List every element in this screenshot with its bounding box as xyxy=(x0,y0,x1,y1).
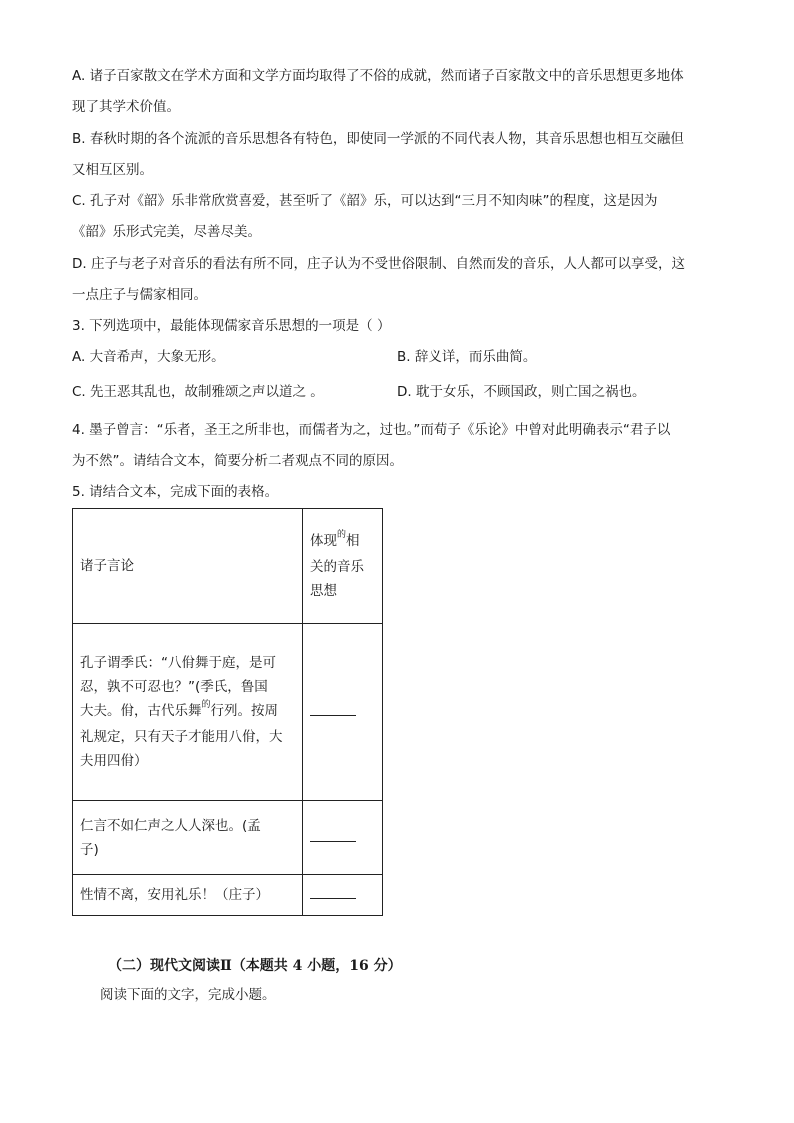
quote-line: 孔子谓季氏：“八佾舞于庭，是可 xyxy=(80,655,276,671)
option-b-line1: B. 春秋时期的各个流派的音乐思想各有特色，即使同一学派的不同代表人物，其音乐思想也相互交融但 xyxy=(72,131,684,147)
quote-line: 忍，孰不可忍也？”(季氏，鲁国 xyxy=(80,679,268,695)
question-5-table xyxy=(72,508,383,916)
answer-cell[interactable] xyxy=(303,801,383,875)
quote-line: 仁言不如仁声之人人深也。(孟 xyxy=(80,817,261,834)
quote-line: 大夫。佾，古代乐舞$^的$行列。按周 xyxy=(80,700,279,719)
section-heading: （二）现代文阅读Ⅱ（本题共 4 小题，16 分） xyxy=(108,958,402,974)
table-row xyxy=(73,801,383,875)
quote-line: 夫用四佾） xyxy=(80,753,148,769)
option-a-line2: 现了其学术价值。 xyxy=(72,99,180,115)
option-c-line2: 《韶》乐形式完美，尽善尽美。 xyxy=(72,224,261,240)
question-3-option-b: B. 辞义详，而乐曲简。 xyxy=(397,349,537,365)
question-5-stem: 5. 请结合文本，完成下面的表格。 xyxy=(72,484,279,500)
question-4-line1: 4. 墨子曾言：“乐者，圣王之所非也，而儒者为之，过也。”而荀子《乐论》中曾对此明确表示“君子以 xyxy=(72,422,671,438)
question-3-option-c: C. 先王恶其乱也，故制雅颂之声以道之 。 xyxy=(72,384,324,400)
quote-confucius xyxy=(73,624,303,801)
quote-mencius xyxy=(73,801,303,875)
table-row xyxy=(73,624,383,801)
header-thought-line3: 思想 xyxy=(310,583,337,599)
question-3-stem: 3. 下列选项中，最能体现儒家音乐思想的一项是（ ） xyxy=(72,318,391,334)
answer-blank[interactable] xyxy=(310,701,356,716)
table-header-quotes: 诸子言论 xyxy=(73,509,303,624)
answer-cell[interactable] xyxy=(303,875,383,916)
option-b-line2: 又相互区别。 xyxy=(72,162,153,178)
option-d-line2: 一点庄子与儒家相同。 xyxy=(72,287,207,303)
answer-blank[interactable] xyxy=(310,884,356,899)
question-3-option-a: A. 大音希声，大象无形。 xyxy=(72,349,225,365)
question-3-option-d: D. 耽于女乐，不顾国政，则亡国之祸也。 xyxy=(397,384,646,400)
answer-blank[interactable] xyxy=(310,827,356,842)
header-thought-line1: 体现$^的$相 xyxy=(310,530,360,549)
quote-line: 礼规定，只有天子才能用八佾，大 xyxy=(80,729,283,745)
quote-zhuangzi xyxy=(73,875,303,916)
option-d-line1: D. 庄子与老子对音乐的看法有所不同，庄子认为不受世俗限制、自然而发的音乐，人人都可以享受，这 xyxy=(72,256,685,272)
answer-cell[interactable] xyxy=(303,624,383,801)
section-instruction: 阅读下面的文字，完成小题。 xyxy=(100,987,276,1003)
quote-line: 子) xyxy=(80,841,99,858)
table-row xyxy=(73,875,383,916)
table-header-thought xyxy=(303,509,383,624)
question-4-line2: 为不然”。请结合文本，简要分析二者观点不同的原因。 xyxy=(72,453,403,469)
option-a-line1: A. 诸子百家散文在学术方面和文学方面均取得了不俗的成就，然而诸子百家散文中的音乐思想更多地体 xyxy=(72,68,684,84)
quote-line: 性情不离，安用礼乐！（庄子） xyxy=(80,887,269,903)
header-thought-line2: 关的音乐 xyxy=(310,559,364,575)
option-c-line1: C. 孔子对《韶》乐非常欣赏喜爱，甚至听了《韶》乐，可以达到“三月不知肉味”的程度，这是因为 xyxy=(72,193,658,209)
